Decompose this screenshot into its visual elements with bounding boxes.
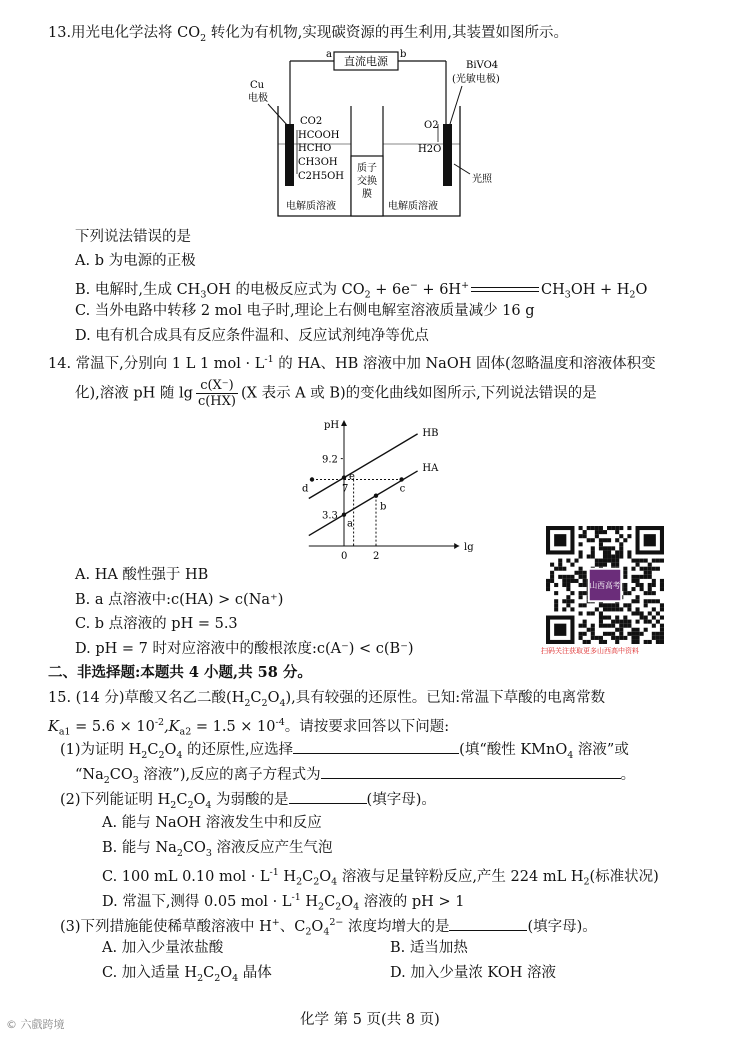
q13-option-b: B. 电解时,生成 $CH_3OH$ 的电极反应式为 $CO_2 + 6e^- + 6H^+$ $CH_3OH + H_2O$ xyxy=(75,280,648,301)
q13-option-c: C. 当外电路中转移 2 mol 电子时,理论上右侧电解室溶液质量减少 16 g xyxy=(75,303,535,319)
q15-stem-2: $K_{a1} = 5.6 \times 10^{-2},K_{a2} = 1.5 \times 10^{-4}$。请按要求回答以下问题: xyxy=(48,717,450,738)
x-axis-arrow xyxy=(454,543,459,549)
svg-text:质子: 质子 xyxy=(357,163,377,174)
q13-option-d: D. 电有机合成具有反应条件温和、反应试剂纯净等优点 xyxy=(75,328,429,344)
q15-part-1-line-1: (1)为证明 $H_2C_2O_4$ 的还原性,应选择 (填“酸性 KMnO$_4$ 溶液”或 xyxy=(60,739,629,765)
section-2-heading: 二、非选择题:本题共 4 小题,共 58 分。 xyxy=(48,664,312,681)
q15-part-1-line-2: “$Na_2CO_3$ 溶液”),反应的离子方程式为 。 xyxy=(75,764,635,790)
answer-blank-2[interactable] xyxy=(321,764,621,779)
svg-text:H2O: H2O xyxy=(418,144,442,155)
svg-text:CH3OH: CH3OH xyxy=(298,157,338,168)
q15-part-3-option-b: B. 适当加热 xyxy=(390,940,468,956)
tick-3-3: 3.3 xyxy=(322,510,338,522)
tick-9-2: 9.2 xyxy=(322,454,338,466)
q15-part-3-option-c: C. 加入适量 $H_2C_2O_4$ 晶体 xyxy=(102,965,272,984)
q15-part-2-option-a: A. 能与 NaOH 溶液发生中和反应 xyxy=(102,815,322,831)
svg-text:交换: 交换 xyxy=(357,176,377,187)
svg-text:C2H5OH: C2H5OH xyxy=(298,171,345,182)
qr-code[interactable] xyxy=(546,526,664,644)
svg-text:HCHO: HCHO xyxy=(298,143,332,154)
point-label-b: b xyxy=(380,501,387,513)
point-a xyxy=(342,512,346,516)
svg-text:膜: 膜 xyxy=(362,189,372,200)
y-axis-arrow xyxy=(341,420,347,426)
cu-label-1: Cu xyxy=(250,80,265,91)
point-c xyxy=(399,477,403,481)
q15-stem-1: 15. (14 分)草酸又名乙二酸$(H_2C_2O_4)$,具有较强的还原性。已知:常温下草酸的电离常数 xyxy=(48,690,606,709)
answer-blank-1[interactable] xyxy=(293,739,459,754)
q14-stem-2: 化),溶液 pH 随 lg $\frac{c(X^-)}{c(HX)}$ (X 表示 A 或 B)的变化曲线如图所示,下列说法错误的是 xyxy=(75,378,597,409)
terminal-a-label: a xyxy=(326,49,332,60)
q13-stem: 13.用光电化学法将 $CO_2$ 转化为有机物,实现碳资源的再生利用,其装置如图所示。 xyxy=(48,25,569,44)
q14-option-d: D. pH = 7 时对应溶液中的酸根浓度:c(A⁻) < c(B⁻) xyxy=(75,641,414,657)
y-axis-label: pH xyxy=(324,420,340,431)
q15-part-2-option-d: D. 常温下,测得 0.05 mol · $L^{-1}$ $H_2C_2O_4$ 溶液的 pH > 1 xyxy=(102,892,465,913)
tick-2: 2 xyxy=(373,551,380,560)
point-label-c: c xyxy=(399,483,406,495)
power-supply-label: 直流电源 xyxy=(344,55,388,68)
q13-option-a: A. b 为电源的正极 xyxy=(75,253,196,269)
electrolysis-diagram xyxy=(240,46,500,218)
answer-blank-4[interactable] xyxy=(449,916,527,931)
cu-electrode xyxy=(285,124,294,186)
svg-text:CO2: CO2 xyxy=(300,116,323,127)
ph-chart xyxy=(298,414,474,560)
series-label-ha: HA xyxy=(422,462,439,474)
svg-text:HCOOH: HCOOH xyxy=(298,130,340,141)
point-label-d: d xyxy=(302,483,309,495)
qr-caption: 扫码关注获取更多山西高中资料 xyxy=(541,647,639,655)
q15-part-2-option-c: C. 100 mL 0.10 mol · $L^{-1}$ $H_2C_2O_4$ 溶液与足量锌粉反应,产生 224 mL $H_2$(标准状况) xyxy=(102,867,659,888)
q15-part-3: (3)下列措施能使稀草酸溶液中 H+、$C_2O_4^{2-}$ 浓度均增大的是 (填字母)。 xyxy=(60,917,597,938)
x-axis-label: lg xyxy=(464,542,474,553)
point-label-e: e xyxy=(349,471,355,483)
watermark: © 六戲跨境 xyxy=(6,1018,65,1031)
svg-text:O2: O2 xyxy=(424,120,439,131)
q14-option-b: B. a 点溶液中:c(HA) > c(Na⁺) xyxy=(75,592,284,608)
page-footer: 化学 第 5 页(共 8 页) xyxy=(300,1012,440,1028)
q14-option-c: C. b 点溶液的 pH = 5.3 xyxy=(75,616,238,632)
q14-option-a: A. HA 酸性强于 HB xyxy=(75,567,209,583)
answer-blank-3[interactable] xyxy=(289,789,367,804)
bivo4-label-1: BiVO4 xyxy=(466,60,499,71)
electrolyte-right-label: 电解质溶液 xyxy=(388,201,438,212)
q13-question: 下列说法错误的是 xyxy=(75,229,191,245)
point-d xyxy=(310,477,314,481)
series-label-hb: HB xyxy=(422,427,439,439)
tick-0: 0 xyxy=(341,551,348,560)
q15-part-2-option-b: B. 能与 $Na_2CO_3$ 溶液反应产生气泡 xyxy=(102,840,333,859)
q15-part-3-option-d: D. 加入少量浓 KOH 溶液 xyxy=(390,965,557,981)
cu-label-2: 电极 xyxy=(248,93,268,104)
qr-center-text: 山西高考 xyxy=(589,580,621,590)
electrolyte-left-label: 电解质溶液 xyxy=(286,201,336,212)
q14-stem-1: 14. 常温下,分别向 1 L 1 mol · $L^{-1}$ 的 HA、HB 溶液中加 NaOH 固体(忽略温度和溶液体积变 xyxy=(48,354,656,372)
bivo4-electrode xyxy=(443,124,452,186)
tick-7: 7 xyxy=(342,483,349,495)
point-e xyxy=(342,475,346,479)
light-label: 光照 xyxy=(472,174,492,185)
bivo4-label-2: (光敏电极) xyxy=(452,74,500,85)
q15-part-2: (2)下列能证明 $H_2C_2O_4$ 为弱酸的是 (填字母)。 xyxy=(60,789,436,815)
point-label-a: a xyxy=(347,518,353,530)
terminal-b-label: b xyxy=(400,49,407,60)
point-b xyxy=(374,493,378,497)
q15-part-3-option-a: A. 加入少量浓盐酸 xyxy=(102,940,224,956)
